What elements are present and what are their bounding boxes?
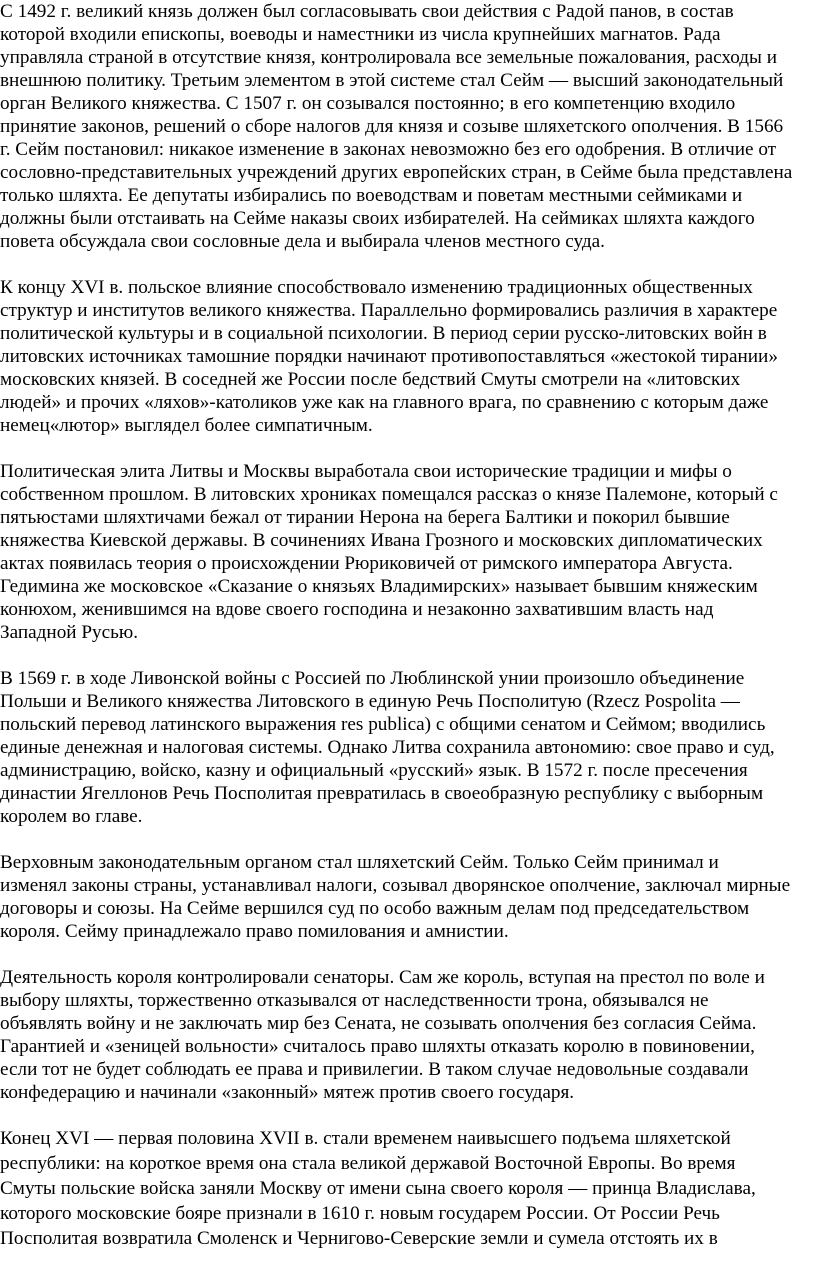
text-line: литовских источниках тамошние порядки начинают противопоставляться «жестокой тирании» [0, 346, 778, 367]
text-line: изменял законы страны, устанавливал налоги, созывал дворянское ополчение, заключал мирные [0, 875, 791, 896]
text-line: Гедимина же московское «Сказание о князьях Владимирских» называет бывшим княжеским [0, 576, 758, 597]
text-line: собственном прошлом. В литовских хрониках помещался рассказ о князе Палемоне, который с [0, 484, 778, 505]
text-line: политической культуры и в социальной психологии. В период серии русско-литовских войн в [0, 323, 767, 344]
text-line: В 1569 г. в ходе Ливонской войны с Россией по Люблинской унии произошло объединение [0, 668, 745, 689]
text-line: московских князей. В соседней же России после бедствий Смуты смотрели на «литовских [0, 369, 741, 390]
text-line: г. Сейм постановил: никакое изменение в законах невозможно без его одобрения. В отличие от [0, 139, 777, 160]
text-line: Смуты польские войска заняли Москву от имени сына своего короля — принца Владислава, [0, 1178, 756, 1199]
text-line: повета обсуждала свои сословные дела и выбирала членов местного суда. [0, 231, 605, 252]
text-line: Конец XVI — первая половина XVII в. стали временем наивысшего подъема шляхетской [0, 1128, 731, 1149]
text-line: если тот не будет соблюдать ее права и привилегии. В таком случае недовольные создавали [0, 1059, 749, 1080]
text-line: только шляхта. Ее депутаты избирались по воеводствам и поветам местными сеймиками и [0, 185, 743, 206]
text-line: орган Великого княжества. С 1507 г. он созывался постоянно; в его компетенцию входило [0, 93, 736, 114]
text-line: Верховным законодательным органом стал шляхетский Сейм. Только Сейм принимал и [0, 852, 719, 873]
text-line: Польши и Великого княжества Литовского в единую Речь Посполитую (Rzecz Pospolita — [0, 691, 740, 712]
text-line: людей» и прочих «ляхов»-католиков уже как на главного врага, по сравнению с которым даже [0, 392, 769, 413]
text-line: объявлять войну и не заключать мир без Сената, не созывать ополчения без согласия Сейма. [0, 1013, 757, 1034]
text-line: которого московские бояре признали в 1610 г. новым государем России. От России Речь [0, 1203, 720, 1224]
text-line: польский перевод латинского выражения res publica) с общими сенатом и Сеймом; вводились [0, 714, 766, 735]
text-line: Политическая элита Литвы и Москвы выработала свои исторические традиции и мифы о [0, 461, 732, 482]
text-line: княжества Киевской державы. В сочинениях Ивана Грозного и московских дипломатических [0, 530, 763, 551]
text-line: С 1492 г. великий князь должен был согласовывать свои действия с Радой панов, в состав [0, 1, 734, 22]
text-line: администрацию, войско, казну и официальный «русский» язык. В 1572 г. после пресечения [0, 760, 748, 781]
text-line: династии Ягеллонов Речь Посполитая превратилась в своеобразную республику с выборным [0, 783, 764, 804]
text-line: К концу XVI в. польское влияние способствовало изменению традиционных общественных [0, 277, 753, 298]
text-line: конфедерацию и начинали «законный» мятеж против своего государя. [0, 1082, 575, 1103]
text-line: договоры и союзы. На Сейме вершился суд по особо важным делам под председательством [0, 898, 750, 919]
text-line: королем во главе. [0, 806, 143, 827]
text-line: единые денежная и налоговая системы. Однако Литва сохранила автономию: свое право и суд, [0, 737, 775, 758]
text-line: внешнюю политику. Третьим элементом в этой системе стал Сейм — высший законодательный [0, 70, 784, 91]
text-line: республики: на короткое время она стала великой державой Восточной Европы. Во время [0, 1153, 736, 1174]
text-line: управляла страной в отсутствие князя, контролировала все земельные пожалования, расходы и [0, 47, 777, 68]
text-line: Посполитая возвратила Смоленск и Чернигово-Северские земли и сумела отстоять их в [0, 1228, 718, 1249]
text-line: короля. Сейму принадлежало право помилования и амнистии. [0, 921, 509, 942]
text-line: немец«лютор» выглядел более симпатичным. [0, 415, 373, 436]
text-line: актах появилась теория о происхождении Рюриковичей от римского императора Августа. [0, 553, 733, 574]
text-line: конюхом, женившимся на вдове своего господина и незаконно захватившим власть над [0, 599, 714, 620]
text-line: сословно-представительных учреждений других европейских стран, в Сейме была представлена [0, 162, 793, 183]
text-line: структур и институтов великого княжества. Параллельно формировались различия в характере [0, 300, 778, 321]
text-line: Деятельность короля контролировали сенаторы. Сам же король, вступая на престол по воле и [0, 967, 765, 988]
text-line: должны были отстаивать на Сейме наказы своих избирателей. На сеймиках шляхта каждого [0, 208, 755, 229]
text-line: которой входили епископы, воеводы и наместники из числа крупнейших магнатов. Рада [0, 24, 721, 45]
text-line: Западной Русью. [0, 622, 139, 643]
text-line: Гарантией и «зеницей вольности» считалось право шляхты отказать королю в повиновении, [0, 1036, 755, 1057]
text-line: принятие законов, решений о сборе налогов для князя и созыве шляхетского ополчения. В 1566 [0, 116, 784, 137]
text-line: выбору шляхты, торжественно отказывался от наследственности трона, обязывался не [0, 990, 709, 1011]
text-line: пятьюстами шляхтичами бежал от тирании Нерона на берега Балтики и покорил бывшие [0, 507, 730, 528]
